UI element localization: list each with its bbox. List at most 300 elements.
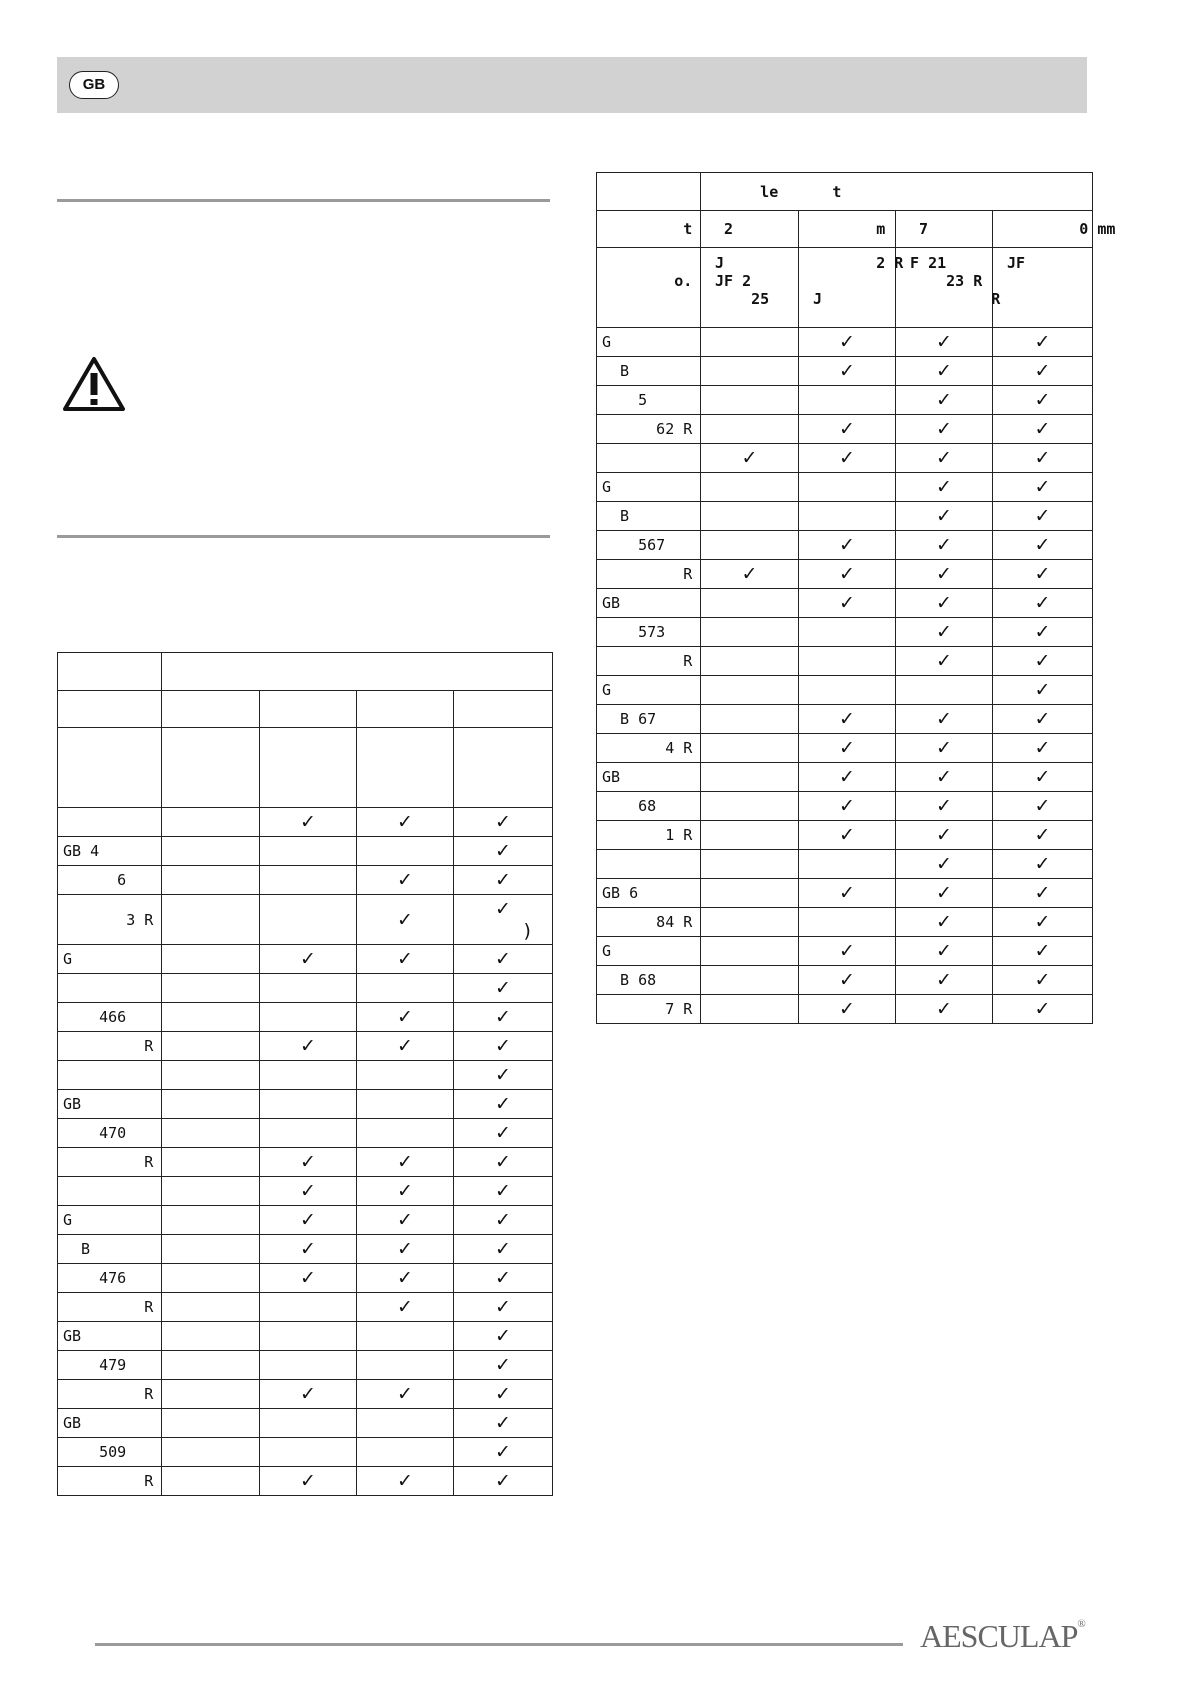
- table-row: [58, 1264, 553, 1293]
- check-cell: [162, 895, 260, 945]
- check-cell: ✓: [260, 1032, 357, 1061]
- row-label-cell: GB: [58, 1090, 162, 1119]
- row-label-cell: B: [597, 357, 701, 386]
- footer-rule: [95, 1643, 903, 1646]
- check-cell: ✓: [993, 937, 1093, 966]
- check-cell: ✓: [896, 879, 993, 908]
- check-cell: [701, 502, 799, 531]
- table-row: [597, 821, 1093, 850]
- check-cell: ✓: [260, 1264, 357, 1293]
- check-cell: [357, 1322, 454, 1351]
- table-header-cell: 7: [896, 211, 993, 248]
- check-cell: ✓: [799, 705, 896, 734]
- check-cell: [357, 837, 454, 866]
- check-cell: ✓: [896, 763, 993, 792]
- check-cell: ✓: [896, 995, 993, 1024]
- check-cell: [799, 473, 896, 502]
- row-label-cell: 3 R: [58, 895, 162, 945]
- check-cell: ✓: [701, 560, 799, 589]
- check-cell: ✓: [799, 328, 896, 357]
- table-row: [597, 908, 1093, 937]
- language-badge: GB: [69, 71, 119, 99]
- check-cell: [162, 1467, 260, 1496]
- check-cell: ✓: [993, 444, 1093, 473]
- check-cell: [357, 1351, 454, 1380]
- check-cell: ✓: [454, 1467, 553, 1496]
- table-row: [58, 1119, 553, 1148]
- check-cell: [701, 734, 799, 763]
- check-cell: [701, 386, 799, 415]
- check-cell: ✓: [454, 1293, 553, 1322]
- check-cell: ✓: [454, 1409, 553, 1438]
- table-row: [58, 1322, 553, 1351]
- row-label-cell: R: [58, 1293, 162, 1322]
- check-cell: [799, 908, 896, 937]
- row-label-cell: [58, 1177, 162, 1206]
- table-row: [597, 676, 1093, 705]
- check-cell: [701, 966, 799, 995]
- header-bar: [57, 57, 1087, 113]
- check-cell: ✓: [260, 1380, 357, 1409]
- table-row: [597, 647, 1093, 676]
- check-cell: ✓: [701, 444, 799, 473]
- check-cell: [701, 792, 799, 821]
- check-cell: ✓: [260, 1177, 357, 1206]
- table-header-cell: [454, 728, 553, 808]
- table-header-cell: [260, 728, 357, 808]
- check-cell: ✓: [357, 1264, 454, 1293]
- row-label-cell: 84 R: [597, 908, 701, 937]
- check-cell: ✓: [896, 531, 993, 560]
- check-cell: ✓: [454, 1351, 553, 1380]
- row-label-cell: 5: [597, 386, 701, 415]
- table-row: [58, 1061, 553, 1090]
- row-label-cell: B: [597, 502, 701, 531]
- check-cell: ✓: [260, 1235, 357, 1264]
- row-label-cell: 62 R: [597, 415, 701, 444]
- check-cell: ✓: [357, 1032, 454, 1061]
- table-row: [58, 1380, 553, 1409]
- table-header-cell: m: [799, 211, 896, 248]
- row-label-cell: 6: [58, 866, 162, 895]
- check-cell: [260, 1438, 357, 1467]
- check-cell: ✓: [357, 1467, 454, 1496]
- table-header-cell: F 21 23 R R: [896, 248, 993, 328]
- check-cell: [357, 1438, 454, 1467]
- check-cell: [701, 415, 799, 444]
- check-cell: ✓: [357, 1235, 454, 1264]
- row-label-cell: R: [597, 647, 701, 676]
- check-cell: ✓: [454, 1148, 553, 1177]
- check-cell: ✓: [454, 1061, 553, 1090]
- check-cell: ✓ ): [454, 895, 553, 945]
- check-cell: [260, 1293, 357, 1322]
- check-cell: ✓: [357, 808, 454, 837]
- check-cell: [260, 1322, 357, 1351]
- check-cell: ✓: [260, 945, 357, 974]
- row-label-cell: 470: [58, 1119, 162, 1148]
- check-cell: [162, 1061, 260, 1090]
- check-cell: [701, 995, 799, 1024]
- check-cell: [701, 879, 799, 908]
- check-cell: ✓: [260, 808, 357, 837]
- check-cell: ✓: [357, 895, 454, 945]
- check-cell: ✓: [454, 1003, 553, 1032]
- row-label-cell: R: [58, 1032, 162, 1061]
- check-cell: ✓: [896, 473, 993, 502]
- table-row: [597, 560, 1093, 589]
- row-label-cell: B 67: [597, 705, 701, 734]
- row-label-cell: G: [58, 945, 162, 974]
- check-cell: [162, 1380, 260, 1409]
- check-cell: [162, 1177, 260, 1206]
- check-cell: [701, 705, 799, 734]
- check-cell: ✓: [896, 415, 993, 444]
- table-header-row: [58, 653, 553, 691]
- check-cell: ✓: [357, 1148, 454, 1177]
- table-row: [597, 705, 1093, 734]
- logo-text: AESCULAP: [920, 1618, 1078, 1654]
- table-header-cell: [58, 691, 162, 728]
- check-cell: ✓: [454, 1322, 553, 1351]
- check-cell: ✓: [896, 966, 993, 995]
- table-header-row: [58, 728, 553, 808]
- check-cell: [260, 1090, 357, 1119]
- check-cell: ✓: [799, 792, 896, 821]
- table-row: [597, 444, 1093, 473]
- check-cell: ✓: [357, 1003, 454, 1032]
- table-row: [597, 792, 1093, 821]
- row-label-cell: 1 R: [597, 821, 701, 850]
- row-label-cell: R: [58, 1467, 162, 1496]
- check-cell: ✓: [993, 531, 1093, 560]
- check-cell: [162, 1119, 260, 1148]
- check-cell: [799, 502, 896, 531]
- check-cell: [701, 618, 799, 647]
- check-cell: [357, 1090, 454, 1119]
- check-cell: ✓: [993, 734, 1093, 763]
- table-row: [597, 618, 1093, 647]
- check-cell: [162, 1293, 260, 1322]
- check-cell: [260, 974, 357, 1003]
- row-label-cell: GB 6: [597, 879, 701, 908]
- check-cell: [701, 328, 799, 357]
- check-cell: ✓: [993, 589, 1093, 618]
- table-row: [58, 945, 553, 974]
- check-cell: [799, 850, 896, 879]
- check-cell: ✓: [454, 837, 553, 866]
- check-cell: ✓: [896, 647, 993, 676]
- check-cell: [162, 866, 260, 895]
- check-cell: ✓: [454, 1380, 553, 1409]
- registered-mark: ®: [1077, 1618, 1086, 1630]
- check-cell: ✓: [993, 908, 1093, 937]
- check-cell: ✓: [993, 850, 1093, 879]
- check-cell: [162, 1351, 260, 1380]
- check-cell: ✓: [357, 1177, 454, 1206]
- row-label-cell: GB: [597, 763, 701, 792]
- table-header-cell: [260, 691, 357, 728]
- check-cell: [701, 908, 799, 937]
- table-row: [58, 974, 553, 1003]
- check-cell: ✓: [896, 705, 993, 734]
- row-label-cell: R: [58, 1380, 162, 1409]
- row-label-cell: B: [58, 1235, 162, 1264]
- check-cell: [260, 1119, 357, 1148]
- row-label-cell: [58, 974, 162, 1003]
- check-cell: [260, 895, 357, 945]
- check-cell: ✓: [993, 560, 1093, 589]
- check-cell: [162, 974, 260, 1003]
- check-cell: [701, 531, 799, 560]
- check-cell: ✓: [896, 560, 993, 589]
- table-header-row: [597, 248, 1093, 328]
- check-cell: ✓: [454, 1119, 553, 1148]
- check-cell: [162, 1148, 260, 1177]
- check-cell: [260, 866, 357, 895]
- check-cell: ✓: [357, 1293, 454, 1322]
- check-cell: ✓: [454, 1090, 553, 1119]
- check-cell: [162, 1438, 260, 1467]
- compatibility-table-left: [57, 652, 553, 1496]
- check-cell: ✓: [993, 647, 1093, 676]
- check-cell: ✓: [896, 908, 993, 937]
- table-row: [58, 1438, 553, 1467]
- check-cell: [799, 386, 896, 415]
- check-cell: [162, 1032, 260, 1061]
- row-label-cell: GB 4: [58, 837, 162, 866]
- check-cell: ✓: [454, 974, 553, 1003]
- check-cell: ✓: [260, 1148, 357, 1177]
- check-cell: ✓: [896, 792, 993, 821]
- table-row: [597, 850, 1093, 879]
- row-label-cell: 4 R: [597, 734, 701, 763]
- table-header-cell: 2 R J: [799, 248, 896, 328]
- table-row: [58, 895, 553, 945]
- table-row: [58, 1409, 553, 1438]
- table-row: [58, 1293, 553, 1322]
- table-header-cell: [162, 691, 260, 728]
- check-cell: ✓: [993, 676, 1093, 705]
- table-header-cell: [454, 691, 553, 728]
- row-label-cell: [58, 808, 162, 837]
- table-row: [597, 357, 1093, 386]
- check-cell: ✓: [454, 945, 553, 974]
- table-row: [597, 589, 1093, 618]
- check-cell: [260, 1061, 357, 1090]
- check-cell: [799, 676, 896, 705]
- table-header-cell: [162, 728, 260, 808]
- table-header-cell: o.: [597, 248, 701, 328]
- table-row: [597, 502, 1093, 531]
- check-cell: ✓: [799, 560, 896, 589]
- row-label-cell: 567: [597, 531, 701, 560]
- check-cell: ✓: [357, 1206, 454, 1235]
- check-cell: ✓: [799, 879, 896, 908]
- check-cell: ✓: [993, 879, 1093, 908]
- table-header-cell: [357, 728, 454, 808]
- check-cell: ✓: [454, 1177, 553, 1206]
- row-label-cell: 476: [58, 1264, 162, 1293]
- table-row: [597, 415, 1093, 444]
- check-cell: [701, 589, 799, 618]
- row-label-cell: 466: [58, 1003, 162, 1032]
- table-row: [597, 734, 1093, 763]
- check-cell: [162, 945, 260, 974]
- row-label-cell: G: [597, 937, 701, 966]
- check-cell: ✓: [799, 937, 896, 966]
- table-row: [58, 1467, 553, 1496]
- check-cell: [701, 473, 799, 502]
- table-header-cell: [357, 691, 454, 728]
- row-label-cell: G: [597, 328, 701, 357]
- table-row: [597, 995, 1093, 1024]
- check-cell: ✓: [993, 328, 1093, 357]
- check-cell: [162, 1003, 260, 1032]
- check-cell: ✓: [799, 444, 896, 473]
- check-cell: [260, 1351, 357, 1380]
- check-cell: [162, 1409, 260, 1438]
- check-cell: ✓: [799, 734, 896, 763]
- check-cell: ✓: [896, 386, 993, 415]
- row-label-cell: B 68: [597, 966, 701, 995]
- check-cell: ✓: [993, 821, 1093, 850]
- check-cell: [260, 1409, 357, 1438]
- table-header-cell: [58, 728, 162, 808]
- table-row: [58, 1003, 553, 1032]
- table-header-cell: J JF 2 25: [701, 248, 799, 328]
- row-label-cell: 479: [58, 1351, 162, 1380]
- table-header-row: [597, 173, 1093, 211]
- table-row: [58, 1032, 553, 1061]
- table-row: [597, 763, 1093, 792]
- row-label-cell: 509: [58, 1438, 162, 1467]
- check-cell: ✓: [454, 866, 553, 895]
- check-cell: [162, 837, 260, 866]
- check-cell: [357, 1409, 454, 1438]
- section-rule-2: [57, 535, 550, 538]
- table-row: [58, 1148, 553, 1177]
- check-cell: ✓: [799, 531, 896, 560]
- check-cell: ✓: [799, 357, 896, 386]
- row-label-cell: 573: [597, 618, 701, 647]
- check-cell: [162, 1235, 260, 1264]
- check-cell: [357, 1119, 454, 1148]
- check-cell: ✓: [896, 328, 993, 357]
- check-cell: ✓: [454, 1235, 553, 1264]
- table-row: [58, 837, 553, 866]
- row-label-cell: GB: [58, 1409, 162, 1438]
- check-cell: ✓: [993, 792, 1093, 821]
- table-row: [597, 473, 1093, 502]
- check-cell: [162, 808, 260, 837]
- check-cell: ✓: [993, 705, 1093, 734]
- warning-icon: [62, 356, 126, 412]
- table-row: [597, 879, 1093, 908]
- compatibility-table-right: [596, 172, 1116, 1024]
- check-cell: ✓: [799, 415, 896, 444]
- check-cell: ✓: [357, 945, 454, 974]
- check-cell: ✓: [896, 937, 993, 966]
- check-cell: ✓: [993, 502, 1093, 531]
- row-label-cell: G: [597, 473, 701, 502]
- check-cell: ✓: [454, 1032, 553, 1061]
- check-cell: [162, 1264, 260, 1293]
- check-cell: [260, 1003, 357, 1032]
- check-cell: [357, 974, 454, 1003]
- row-label-cell: [597, 850, 701, 879]
- check-cell: ✓: [799, 821, 896, 850]
- check-cell: ✓: [896, 502, 993, 531]
- table-header-cell: 0 mm: [993, 211, 1093, 248]
- table-row: [58, 1206, 553, 1235]
- table-header-cell: JF: [993, 248, 1093, 328]
- row-label-cell: [58, 1061, 162, 1090]
- row-label-cell: G: [597, 676, 701, 705]
- table-header-cell: 2: [701, 211, 799, 248]
- check-cell: [701, 763, 799, 792]
- check-cell: [701, 647, 799, 676]
- check-cell: ✓: [993, 415, 1093, 444]
- aesculap-logo: [920, 1618, 1086, 1655]
- check-cell: [799, 647, 896, 676]
- check-cell: ✓: [896, 734, 993, 763]
- check-cell: ✓: [260, 1467, 357, 1496]
- table-row: [58, 866, 553, 895]
- table-row: [597, 937, 1093, 966]
- check-cell: [896, 676, 993, 705]
- check-cell: ✓: [993, 995, 1093, 1024]
- check-cell: [260, 837, 357, 866]
- table-row: [58, 1090, 553, 1119]
- row-label-cell: 7 R: [597, 995, 701, 1024]
- check-cell: ✓: [799, 966, 896, 995]
- check-cell: ✓: [896, 618, 993, 647]
- check-cell: [162, 1090, 260, 1119]
- check-cell: [701, 937, 799, 966]
- row-label-cell: 68: [597, 792, 701, 821]
- row-label-cell: GB: [58, 1322, 162, 1351]
- table-row: [597, 531, 1093, 560]
- check-cell: ✓: [993, 357, 1093, 386]
- check-cell: ✓: [799, 763, 896, 792]
- row-label-cell: G: [58, 1206, 162, 1235]
- table-row: [58, 1351, 553, 1380]
- check-cell: ✓: [799, 995, 896, 1024]
- row-label-cell: GB: [597, 589, 701, 618]
- section-rule-1: [57, 199, 550, 202]
- table-row: [597, 386, 1093, 415]
- check-cell: [162, 1206, 260, 1235]
- check-cell: ✓: [357, 866, 454, 895]
- table-row: [597, 966, 1093, 995]
- row-label-cell: R: [58, 1148, 162, 1177]
- check-cell: ✓: [357, 1380, 454, 1409]
- check-cell: ✓: [896, 821, 993, 850]
- table-row: [58, 808, 553, 837]
- row-label-cell: R: [597, 560, 701, 589]
- table-header-row: [597, 211, 1093, 248]
- check-cell: ✓: [993, 763, 1093, 792]
- check-cell: ✓: [896, 357, 993, 386]
- check-cell: ✓: [896, 444, 993, 473]
- check-cell: ✓: [260, 1206, 357, 1235]
- table-row: [597, 328, 1093, 357]
- table-header-cell: [162, 653, 553, 691]
- check-cell: ✓: [454, 1206, 553, 1235]
- table-header-cell: le t: [701, 173, 1093, 211]
- row-label-cell: [597, 444, 701, 473]
